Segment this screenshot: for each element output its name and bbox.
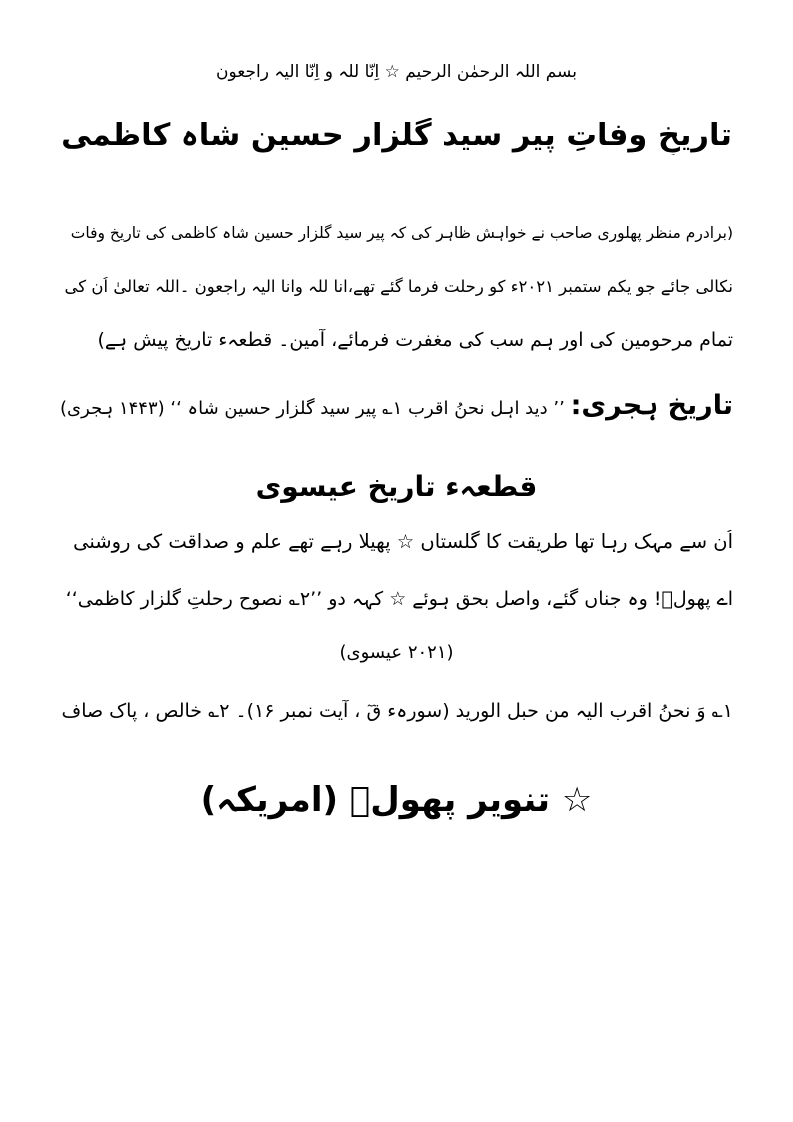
verse-line-1: اُن سے مہک رہا تھا طریقت کا گلستاں ☆ پھیلا رہے تھے علم و صداقت کی روشنی — [73, 530, 733, 553]
hijri-label: تاریخِ ہجری: — [570, 390, 733, 421]
verse-year: (۲۰۲۱ عیسوی) — [339, 642, 454, 663]
poet-signature — [60, 780, 733, 821]
qata-heading: قطعہء تاریخِ عیسوی — [255, 470, 538, 503]
intro-line-2: نکالی جائے جو یکم ستمبر ۲۰۲۱ء کو رحلت فرما گئے تھے،انا للہ وانا الیہ راجعون ۔اللہ تعالیٰ اُن کی — [64, 277, 733, 296]
bismillah-line: بسم اللہ الرحمٰن الرحیم ☆ اِنّا للہ و اِنّا الیہ راجعون — [216, 62, 577, 82]
page-title: تاریخِ وفاتِ پیر سید گلزار حسین شاہ کاظمی — [61, 118, 732, 153]
hijri-date-line — [60, 390, 733, 422]
star-icon: ☆ — [561, 780, 593, 820]
intro-line-1: (برادرم منظر پھلوری صاحب نے خواہش ظاہر کی کہ پیر سید گلزار حسین شاہ کاظمی کی تاریخ وفات — [70, 224, 733, 242]
poet-name: تنویر پھولؔ (امریکہ) — [200, 780, 551, 820]
footnote-line: ۱؎ وَ نحنُ اقرب الیہ من حبل الورید (سورہء قٓ ، آیت نمبر ۱۶)۔ ۲؎ خالص ، پاک صاف — [61, 700, 733, 722]
hijri-text: ’’ دید اہل نحنُ اقرب ۱؎ پیر سید گلزار حسین شاہ ‘‘ (۱۴۴۳ ہجری) — [60, 398, 565, 419]
intro-line-3: تمام مرحومین کی اور ہم سب کی مغفرت فرمائے، آمین۔ قطعہء تاریخ پیش ہے) — [97, 329, 733, 351]
verse-line-2: اے پھولؔ! وہ جناں گئے، واصل بحق ہوئے ☆ کہہ دو ’’۲؎ نصوح رحلتِ گلزار کاظمی‘‘ — [65, 588, 733, 610]
